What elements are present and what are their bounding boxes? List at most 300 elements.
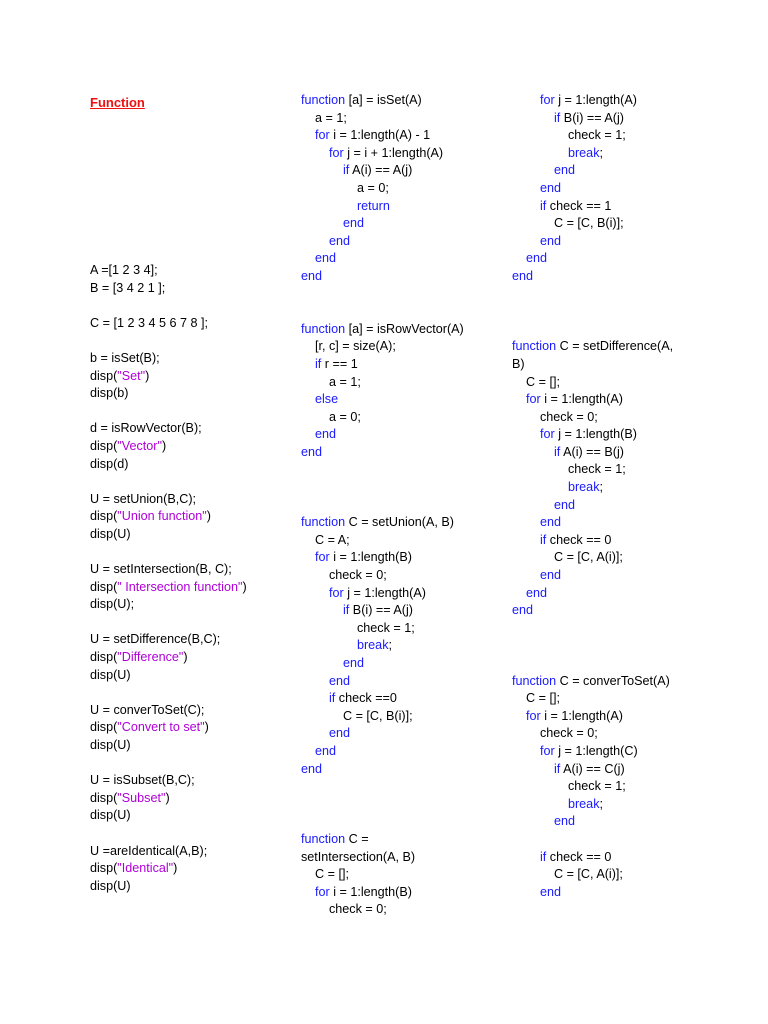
code-token: ;	[599, 796, 603, 811]
code-line	[512, 761, 673, 779]
code-token	[301, 146, 329, 160]
code-token	[512, 163, 554, 177]
blank-line	[90, 684, 247, 702]
code-token	[512, 445, 554, 459]
code-token: j = 1:length(C)	[554, 743, 638, 758]
code-line	[301, 532, 464, 550]
code-line	[512, 884, 673, 902]
code-line	[90, 596, 247, 614]
code-token: C = [];	[301, 867, 349, 882]
keyword-token: break	[356, 638, 389, 653]
code-line	[90, 772, 247, 790]
code-token: C = setUnion(A, B)	[345, 515, 454, 530]
code-line	[512, 127, 673, 145]
code-line	[512, 198, 673, 216]
keyword-token: end	[301, 761, 323, 776]
keyword-token: end	[540, 568, 562, 583]
code-token	[301, 603, 343, 617]
code-line	[301, 127, 464, 145]
code-line	[301, 215, 464, 233]
code-token: disp(U)	[90, 878, 131, 893]
code-token: C = [C, A(i)];	[512, 550, 623, 565]
code-token	[301, 251, 315, 265]
code-line	[512, 549, 673, 567]
code-line	[90, 491, 247, 509]
keyword-token: if	[343, 163, 350, 178]
code-line	[301, 162, 464, 180]
blank-line	[90, 473, 247, 491]
string-token: "Set"	[117, 368, 146, 383]
blank-line	[301, 461, 464, 479]
code-token: )	[173, 861, 178, 876]
code-token: C = converToSet(A)	[556, 673, 670, 688]
code-line	[512, 338, 673, 356]
code-line	[512, 110, 673, 128]
code-line	[512, 514, 673, 532]
blank-line	[512, 831, 673, 849]
code-line	[301, 690, 464, 708]
keyword-token: end	[343, 656, 365, 670]
keyword-token: end	[343, 216, 365, 231]
code-line	[512, 602, 673, 620]
code-line	[301, 708, 464, 726]
code-line	[512, 145, 673, 163]
code-token: b = isSet(B);	[90, 350, 160, 365]
code-token: disp(U);	[90, 597, 135, 612]
code-token	[512, 111, 554, 125]
code-token: )	[183, 650, 188, 665]
code-token: C = [1 2 3 4 5 6 7 8 ];	[90, 315, 208, 330]
keyword-token: end	[554, 163, 576, 178]
keyword-token: for	[540, 93, 555, 107]
code-token: j = i + 1:length(A)	[343, 145, 444, 160]
keyword-token: if	[554, 761, 561, 776]
code-line	[90, 790, 247, 808]
keyword-token: end	[540, 515, 562, 530]
code-token	[512, 251, 526, 265]
string-token: "Subset"	[117, 790, 166, 805]
code-token	[512, 181, 540, 195]
code-line	[301, 321, 464, 339]
code-token: check = 1;	[512, 779, 626, 794]
code-line	[90, 385, 247, 403]
code-line	[512, 374, 673, 392]
blank-line	[90, 544, 247, 562]
code-token: j = 1:length(A)	[554, 93, 637, 107]
code-token: A(i) == B(j)	[560, 444, 624, 459]
string-token: "Union function"	[117, 509, 207, 524]
code-line	[90, 878, 247, 896]
keyword-token: for	[540, 743, 555, 758]
code-token	[301, 885, 315, 899]
code-line	[512, 567, 673, 585]
code-token	[301, 656, 343, 670]
code-token: U = setUnion(B,C);	[90, 491, 197, 506]
code-token: check == 0	[546, 849, 612, 864]
code-line	[301, 92, 464, 110]
page-heading: Function	[90, 95, 145, 110]
code-line	[301, 145, 464, 163]
code-token: check = 1;	[512, 128, 626, 143]
code-token	[512, 199, 540, 213]
code-line	[301, 637, 464, 655]
code-line	[301, 884, 464, 902]
code-line	[301, 655, 464, 673]
code-line	[301, 567, 464, 585]
code-token: U = isSubset(B,C);	[90, 773, 195, 788]
code-token: U = setDifference(B,C);	[90, 632, 221, 647]
code-token	[301, 163, 343, 177]
code-token: C =	[345, 831, 369, 846]
blank-line	[512, 620, 673, 638]
code-line	[90, 719, 247, 737]
code-line	[512, 215, 673, 233]
code-line	[512, 532, 673, 550]
code-line	[301, 831, 464, 849]
code-line	[90, 262, 247, 280]
keyword-token: if	[329, 691, 336, 706]
code-token: ;	[599, 145, 603, 160]
blank-line	[90, 403, 247, 421]
code-token	[301, 234, 329, 248]
blank-line	[90, 755, 247, 773]
keyword-token: end	[512, 268, 534, 283]
code-line	[301, 391, 464, 409]
code-token: i = 1:length(A) - 1	[329, 128, 431, 143]
keyword-token: end	[540, 233, 562, 248]
code-line	[301, 356, 464, 374]
code-line	[90, 737, 247, 755]
code-line	[301, 725, 464, 743]
keyword-token: end	[301, 268, 323, 283]
code-line	[90, 579, 247, 597]
code-token	[512, 427, 540, 441]
keyword-token: return	[356, 198, 390, 213]
code-token: check == 0	[546, 532, 612, 547]
code-token: )	[145, 368, 150, 383]
keyword-token: function	[301, 831, 346, 846]
code-line	[512, 356, 673, 374]
code-token: a = 0;	[301, 409, 361, 424]
code-line	[301, 198, 464, 216]
code-line	[90, 350, 247, 368]
keyword-token: end	[301, 444, 323, 459]
keyword-token: if	[554, 444, 561, 459]
code-line	[512, 461, 673, 479]
code-token	[512, 744, 540, 758]
code-line	[301, 585, 464, 603]
blank-line	[90, 332, 247, 350]
code-line	[90, 368, 247, 386]
code-line	[301, 761, 464, 779]
code-token: disp(	[90, 720, 118, 735]
keyword-token: if	[540, 532, 547, 547]
code-line	[512, 725, 673, 743]
code-token	[301, 674, 329, 688]
code-token: disp(U)	[90, 808, 131, 823]
code-token: disp(	[90, 579, 118, 594]
code-token: disp(	[90, 650, 118, 665]
blank-line	[90, 297, 247, 315]
keyword-token: end	[540, 180, 562, 195]
code-token: B(i) == A(j)	[560, 110, 624, 125]
code-token: disp(	[90, 861, 118, 876]
code-line	[301, 444, 464, 462]
code-line	[512, 743, 673, 761]
code-line	[90, 561, 247, 579]
code-line	[512, 796, 673, 814]
code-token: ;	[388, 638, 392, 653]
code-token: disp(	[90, 509, 118, 524]
code-token: i = 1:length(B)	[329, 884, 412, 899]
script-column	[90, 262, 247, 895]
code-line	[512, 250, 673, 268]
code-token: i = 1:length(A)	[540, 392, 623, 407]
keyword-token: end	[554, 814, 576, 829]
keyword-token: break	[567, 796, 600, 811]
code-token: check = 0;	[512, 409, 598, 424]
code-token	[301, 128, 315, 142]
blank-line	[90, 614, 247, 632]
code-token	[301, 638, 357, 652]
code-line	[90, 860, 247, 878]
code-line	[512, 92, 673, 110]
code-token: i = 1:length(A)	[540, 708, 623, 723]
blank-line	[512, 655, 673, 673]
code-line	[301, 620, 464, 638]
code-line	[512, 673, 673, 691]
keyword-token: break	[567, 480, 600, 495]
code-token: U = converToSet(C);	[90, 702, 205, 717]
code-line	[90, 508, 247, 526]
string-token: " Intersection function"	[117, 579, 243, 594]
code-token: check = 0;	[301, 902, 387, 917]
code-token: disp(	[90, 438, 118, 453]
blank-line	[512, 637, 673, 655]
code-token	[512, 392, 526, 406]
keyword-token: for	[315, 128, 330, 143]
keyword-token: if	[343, 603, 350, 618]
code-line	[301, 268, 464, 286]
keyword-token: end	[329, 673, 351, 688]
keyword-token: else	[315, 392, 339, 407]
blank-line	[301, 813, 464, 831]
keyword-token: for	[526, 708, 541, 723]
code-line	[512, 391, 673, 409]
code-token: check == 1	[546, 198, 612, 213]
code-token: disp(U)	[90, 667, 131, 682]
code-token: a = 0;	[301, 180, 389, 195]
code-token	[301, 199, 357, 213]
code-line	[90, 631, 247, 649]
keyword-token: end	[329, 233, 351, 248]
keyword-token: for	[329, 145, 344, 160]
code-line	[301, 250, 464, 268]
code-line	[512, 778, 673, 796]
code-token: check = 0;	[301, 568, 387, 583]
code-token: U =areIdentical(A,B);	[90, 843, 208, 858]
code-token	[512, 850, 540, 864]
code-token: [a] = isRowVector(A)	[345, 321, 464, 336]
keyword-token: for	[315, 884, 330, 899]
code-line	[512, 813, 673, 831]
keyword-token: for	[526, 392, 541, 407]
code-line	[512, 180, 673, 198]
code-line	[301, 338, 464, 356]
code-token	[301, 427, 315, 441]
code-token: a = 1;	[301, 110, 347, 125]
code-line	[301, 673, 464, 691]
code-token: C = setDifference(A,	[556, 339, 674, 354]
code-token: check ==0	[335, 691, 397, 706]
code-line	[512, 479, 673, 497]
blank-line	[512, 303, 673, 321]
code-token	[512, 797, 568, 811]
blank-line	[512, 286, 673, 304]
code-line	[512, 233, 673, 251]
code-token: )	[204, 720, 209, 735]
keyword-token: if	[540, 198, 547, 213]
code-token: ;	[599, 480, 603, 495]
keyword-token: end	[329, 726, 351, 741]
blank-line	[301, 778, 464, 796]
keyword-token: for	[540, 427, 555, 442]
keyword-token: end	[512, 603, 534, 618]
code-line	[512, 426, 673, 444]
code-token	[301, 357, 315, 371]
code-line	[90, 702, 247, 720]
code-token: [a] = isSet(A)	[345, 93, 422, 107]
code-token: setIntersection(A, B)	[301, 849, 416, 864]
code-token	[512, 533, 540, 547]
code-token	[301, 726, 329, 740]
code-token: C = A;	[301, 532, 350, 547]
string-token: "Identical"	[117, 861, 174, 876]
code-line	[512, 690, 673, 708]
code-token: C = [C, A(i)];	[512, 867, 623, 882]
code-line	[301, 409, 464, 427]
string-token: "Vector"	[117, 438, 162, 453]
blank-line	[90, 825, 247, 843]
code-line	[512, 866, 673, 884]
keyword-token: function	[512, 673, 557, 688]
keyword-token: end	[526, 585, 548, 600]
keyword-token: for	[315, 550, 330, 565]
code-token	[512, 515, 540, 529]
keyword-token: end	[526, 251, 548, 266]
code-token	[512, 234, 540, 248]
code-line	[301, 180, 464, 198]
blank-line	[512, 321, 673, 339]
string-token: "Convert to set"	[117, 720, 205, 735]
code-token: B = [3 4 2 1 ];	[90, 280, 166, 295]
code-line	[512, 585, 673, 603]
code-line	[301, 110, 464, 128]
code-token	[512, 480, 568, 494]
code-line	[512, 497, 673, 515]
code-line	[301, 901, 464, 919]
code-token: disp(d)	[90, 456, 129, 471]
code-token: d = isRowVector(B);	[90, 421, 202, 436]
code-token: [r, c] = size(A);	[301, 339, 396, 354]
code-token	[301, 744, 315, 758]
code-token: C = [C, B(i)];	[301, 708, 413, 723]
code-line	[512, 162, 673, 180]
code-line	[512, 268, 673, 286]
code-token	[301, 586, 329, 600]
code-token: disp(	[90, 368, 118, 383]
keyword-token: for	[329, 585, 344, 600]
keyword-token: break	[567, 145, 600, 160]
code-token: B)	[512, 356, 525, 371]
keyword-token: end	[540, 884, 562, 899]
code-line	[301, 743, 464, 761]
code-token	[512, 762, 554, 776]
code-token	[301, 550, 315, 564]
code-token: check = 1;	[512, 462, 626, 477]
code-token: check = 0;	[512, 726, 598, 741]
code-line	[512, 409, 673, 427]
code-token: disp(	[90, 790, 118, 805]
keyword-token: if	[554, 110, 561, 125]
code-token	[512, 146, 568, 160]
blank-line	[301, 796, 464, 814]
keyword-token: end	[315, 743, 337, 758]
code-token: )	[206, 509, 211, 524]
code-line	[90, 807, 247, 825]
code-token: j = 1:length(B)	[554, 427, 637, 442]
code-line	[90, 438, 247, 456]
code-token: disp(b)	[90, 386, 129, 401]
code-line	[90, 420, 247, 438]
code-token	[301, 392, 315, 406]
code-line	[90, 667, 247, 685]
code-token: j = 1:length(A)	[343, 585, 426, 600]
code-line	[301, 514, 464, 532]
code-token: A(i) == A(j)	[349, 163, 413, 178]
code-token	[512, 586, 526, 600]
code-token	[512, 568, 540, 582]
code-token: )	[161, 438, 167, 453]
code-line	[301, 849, 464, 867]
code-token: i = 1:length(B)	[329, 550, 412, 565]
code-line	[90, 843, 247, 861]
code-token: A =[1 2 3 4];	[90, 263, 158, 277]
blank-line	[301, 479, 464, 497]
code-line	[512, 849, 673, 867]
code-line	[90, 649, 247, 667]
keyword-token: function	[301, 515, 346, 530]
blank-line	[301, 286, 464, 304]
functions-column-right	[512, 92, 673, 901]
code-token	[512, 814, 554, 828]
keyword-token: if	[540, 849, 547, 864]
code-line	[512, 708, 673, 726]
code-token: a = 1;	[301, 374, 361, 389]
code-token	[512, 93, 540, 107]
code-token: C = [];	[512, 374, 560, 389]
code-line	[90, 315, 247, 333]
blank-line	[301, 497, 464, 515]
code-token: U = setIntersection(B, C);	[90, 562, 232, 577]
keyword-token: end	[554, 497, 576, 512]
code-token: disp(U)	[90, 526, 131, 541]
code-token	[512, 709, 526, 723]
code-token: B(i) == A(j)	[349, 603, 413, 618]
keyword-token: function	[301, 321, 346, 336]
code-token	[512, 498, 554, 512]
code-line	[90, 280, 247, 298]
